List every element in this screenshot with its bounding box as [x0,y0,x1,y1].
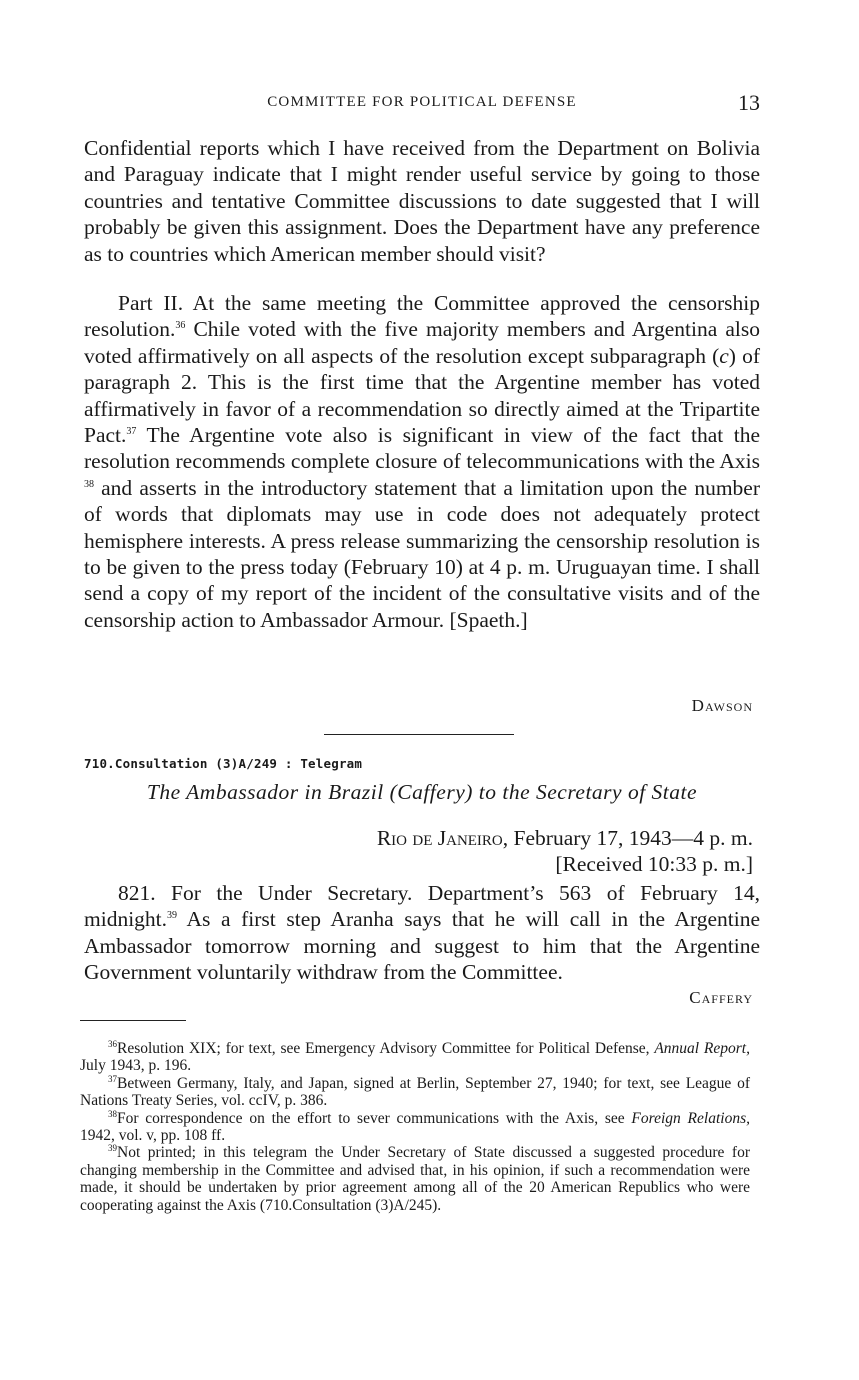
telegram1-paragraph-1: Confidential reports which I have received from the Department on Bolivia and Paraguay indicate that I might render useful service by going to those countries and tentative Committee discussions to date suggested that I will probably be given this assignment. Does the Department have any preference as to countries which American member should visit? [84,136,760,266]
footnote-39 [80,1144,750,1214]
document-title: The Ambassador in Brazil (Caffery) to the Secretary of State [146,780,698,804]
footnote-37 [80,1075,750,1110]
footnote-text-end: 1942, vol. v, pp. 108 ff. [80,1127,226,1145]
para2-subparagraph-letter: c [719,343,729,368]
telegram2-paragraph [84,880,760,986]
footnote-ref-39: 39 [167,910,178,922]
footnote-ref-36: 36 [175,320,186,332]
signature-caffery: Caffery [689,988,753,1007]
footnote-italic: Annual Report, [654,1040,750,1057]
telegram2-text-b: As a first step Aranha says that he will call in the Argentine Ambassador tomorrow morning and suggest to him that the Argentine Government voluntarily withdraw from the Committee. [84,907,760,985]
footnote-38 [80,1110,750,1145]
telegram1-paragraph-2 [84,290,760,633]
dateline-place: Rio de Janeiro [376,826,503,850]
footnote-italic: Foreign Relations, [631,1109,750,1127]
running-title: COMMITTEE FOR POLITICAL DEFENSE [267,94,577,110]
footnotes [80,1040,750,1214]
footnote-text-end: July 1943, p. 196. [80,1057,192,1075]
footnote-text: Resolution XIX; for text, see Emergency Advisory Committee for Political Defense, [117,1040,655,1057]
footnote-number: 39 [108,1143,117,1154]
para2-text-c: ) of paragraph 2. This is the first time that the Argentine member has voted affirmatively in favor of a recommendation so directly aimed at the Tripartite Pact. [84,343,760,448]
footnote-ref-37: 37 [126,426,137,438]
footnote-number: 38 [108,1108,117,1119]
telegram2-text-a: 821. For the Under Secretary. Department’s 563 of February 14, midnight. [84,881,760,932]
footnote-number: 37 [108,1073,117,1084]
dateline-date: , February 17, 1943—4 p. m. [502,826,753,850]
para2-text-e: and asserts in the introductory statement that a limitation upon the number of words that diplomats may use in code does not adequately protect hemisphere interests. A press release summarizing the censorship resolution is to be given to the press today (February 10) at 4 p. m. Uruguayan time. I shall send a copy of my report of the incident of the consultative visits and of the censorship action to Ambassador Armour. [Spaeth.] [84,475,760,632]
signature-dawson: Dawson [691,696,753,715]
dateline-place-date [377,825,753,851]
section-divider [324,734,514,735]
footnote-number: 36 [108,1039,117,1049]
para2-text-d: The Argentine vote also is significant in view of the fact that the resolution recommends complete closure of telecommunications with the Axis [84,423,760,474]
footnote-ref-38: 38 [84,478,94,490]
para2-text-b: Chile voted with the five majority members and Argentina also voted affirmatively on all aspects of the resolution except subparagraph ( [84,317,760,368]
footnote-text: Not printed; in this telegram the Under Secretary of State discussed a suggested procedure for changing membership in the Committee and advised that, in his opinion, if such a recommendation were made, it should be undertaken by prior agreement among all of the 20 American Republics who were cooperating against the Axis (710.Consultation (3)A/245). [80,1144,750,1214]
footnote-text: Between Germany, Italy, and Japan, signed at Berlin, September 27, 1940; for text, see League of Nations Treaty Series, vol. ccIV, p. 386. [80,1074,750,1110]
received-time: [Received 10:33 p. m.] [555,852,753,877]
running-head [84,90,760,116]
footnote-text: For correspondence on the effort to sever communications with the Axis, see [117,1109,632,1127]
para2-text-a: Part II. At the same meeting the Committee approved the censorship resolution. [84,291,760,342]
footnote-36 [80,1040,750,1075]
file-number: 710.Consultation (3)A/249 : Telegram [84,756,363,771]
page-number: 13 [738,90,760,115]
dateline [377,825,753,878]
footnote-rule [80,1020,186,1021]
